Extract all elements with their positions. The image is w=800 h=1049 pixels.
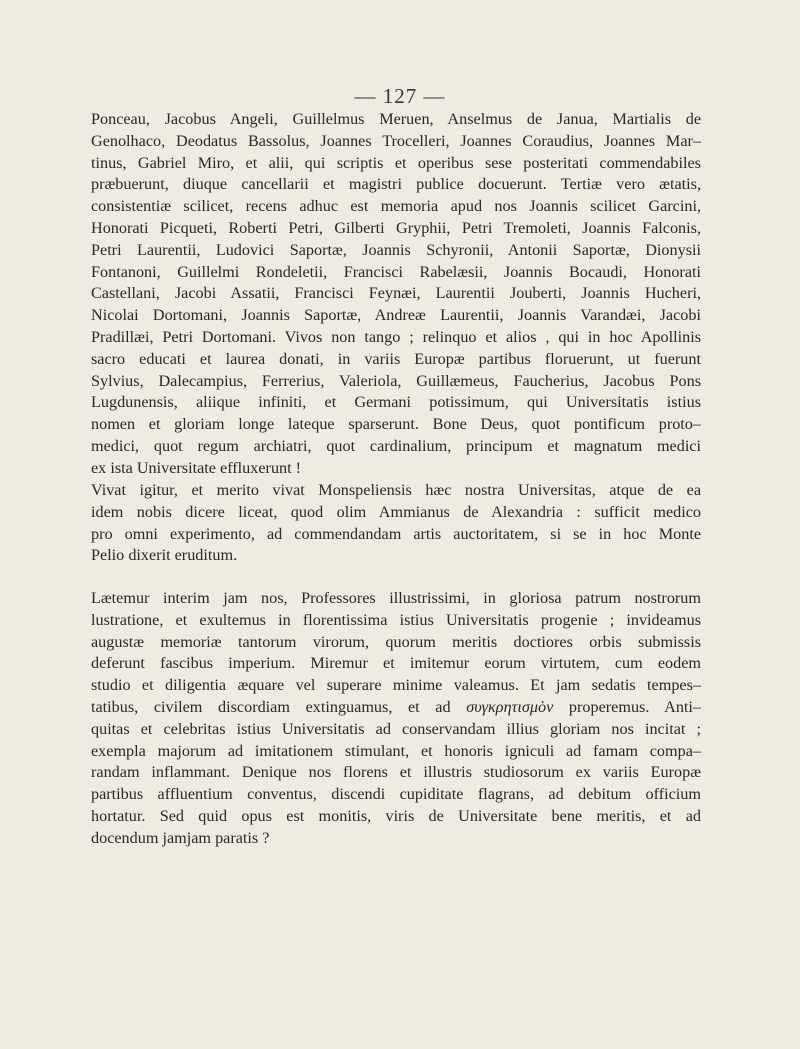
- paragraph-3: [91, 588, 701, 850]
- text-line: Sylvius, Dalecampius, Ferrerius, Valeriola, Guillæmeus, Faucherius, Jacobus Pons: [91, 371, 701, 390]
- text-line: Vivat igitur, et merito vivat Monspeliensis hæc nostra Universitas, atque de ea: [91, 481, 701, 499]
- text-line: Castellani, Jacobi Assatii, Francisci Feynæi, Laurentii Jouberti, Joannis Hucheri,: [91, 284, 701, 303]
- text-line: Pelio dixerit eruditum.: [91, 546, 238, 565]
- text-line: Ponceau, Jacobus Angeli, Guillelmus Meruen, Anselmus de Janua, Martialis de: [91, 110, 701, 128]
- text-line: docendum jamjam paratis ?: [91, 828, 270, 847]
- text-line: studio et diligentia æquare vel superare minime valeamus. Et jam sedatis tempes–: [91, 676, 701, 695]
- text-line: ex ista Universitate effluxerunt !: [91, 458, 302, 477]
- text-fragment: properemus. Anti–: [568, 697, 701, 716]
- text-line: Pradillæi, Petri Dortomani. Vivos non tango ; relinquo et alios , qui in hoc Apollinis: [91, 327, 701, 346]
- text-line: nomen et gloriam longe lateque sparserunt. Bone Deus, quot pontificum proto–: [91, 415, 701, 434]
- text-line: Petri Laurentii, Ludovici Saportæ, Joannis Schyronii, Antonii Saportæ, Dionysii: [91, 240, 701, 259]
- text-line: Honorati Picqueti, Roberti Petri, Gilberti Gryphii, Petri Tremoleti, Joannis Falconis,: [91, 218, 701, 237]
- text-line: præbuerunt, diuque cancellarii et magistri publice docuerunt. Tertiæ vero ætatis,: [91, 175, 701, 194]
- text-line: pro omni experimento, ad commendandam artis auctoritatem, si se in hoc Monte: [91, 524, 701, 543]
- text-line-with-greek: [91, 697, 701, 719]
- paragraph-1: [91, 109, 701, 480]
- text-line: sacro educati et laurea donati, in variis Europæ partibus floruerunt, ut fuerunt: [91, 349, 701, 368]
- text-line: tinus, Gabriel Miro, et alii, qui scriptis et operibus sese posteritati commendabiles: [91, 153, 701, 172]
- text-line: Lugdunensis, aliique infiniti, et Germani potissimum, qui Universitatis istius: [91, 393, 701, 412]
- text-line: quitas et celebritas istius Universitatis ad conservandam illius gloriam nos incitat ;: [91, 719, 701, 738]
- text-line: idem nobis dicere liceat, quod olim Ammianus de Alexandria : sufficit medico: [91, 502, 701, 521]
- text-line: lustratione, et exultemus in florentissima istius Universitatis progenie ; invideamus: [91, 610, 701, 629]
- text-line: medici, quot regum archiatri, quot cardinalium, principum et magnatum medici: [91, 436, 701, 455]
- greek-word: συγκρητισμὸν: [466, 697, 554, 716]
- text-line: Nicolai Dortomani, Joannis Saportæ, Andreæ Laurentii, Joannis Varandæi, Jacobi: [91, 306, 701, 325]
- text-line: Lætemur interim jam nos, Professores illustrissimi, in gloriosa patrum nostrorum: [91, 589, 701, 607]
- text-line: deferunt fascibus imperium. Miremur et imitemur eorum virtutem, cum eodem: [91, 654, 701, 673]
- text-fragment: tatibus, civilem discordiam extinguamus, et ad: [91, 697, 451, 716]
- text-line: exempla majorum ad imitationem stimulant, et honoris igniculi ad famam compa–: [91, 741, 701, 760]
- text-line: hortatur. Sed quid opus est monitis, viris de Universitate bene meritis, et ad: [91, 806, 701, 825]
- text-line: randam inflammant. Denique nos florens et illustris studiosorum ex variis Europæ: [91, 763, 701, 782]
- text-line: consistentiæ scilicet, recens adhuc est memoria apud nos Joannis scilicet Garcini,: [91, 197, 701, 216]
- text-line: Fontanoni, Guillelmi Rondeletii, Francisci Rabelæsii, Joannis Bocaudi, Honorati: [91, 262, 701, 281]
- text-line: Genolhaco, Deodatus Bassolus, Joannes Trocelleri, Joannes Coraudius, Joannes Mar–: [91, 131, 701, 150]
- text-line: partibus affluentium conventus, discendi cupiditate flagrans, ad debitum officium: [91, 785, 701, 804]
- paragraph-2: [91, 480, 701, 567]
- page-number: — 127 —: [354, 84, 446, 108]
- text-line: augustæ memoriæ tantorum virorum, quorum meritis doctiores orbis submissis: [91, 632, 701, 651]
